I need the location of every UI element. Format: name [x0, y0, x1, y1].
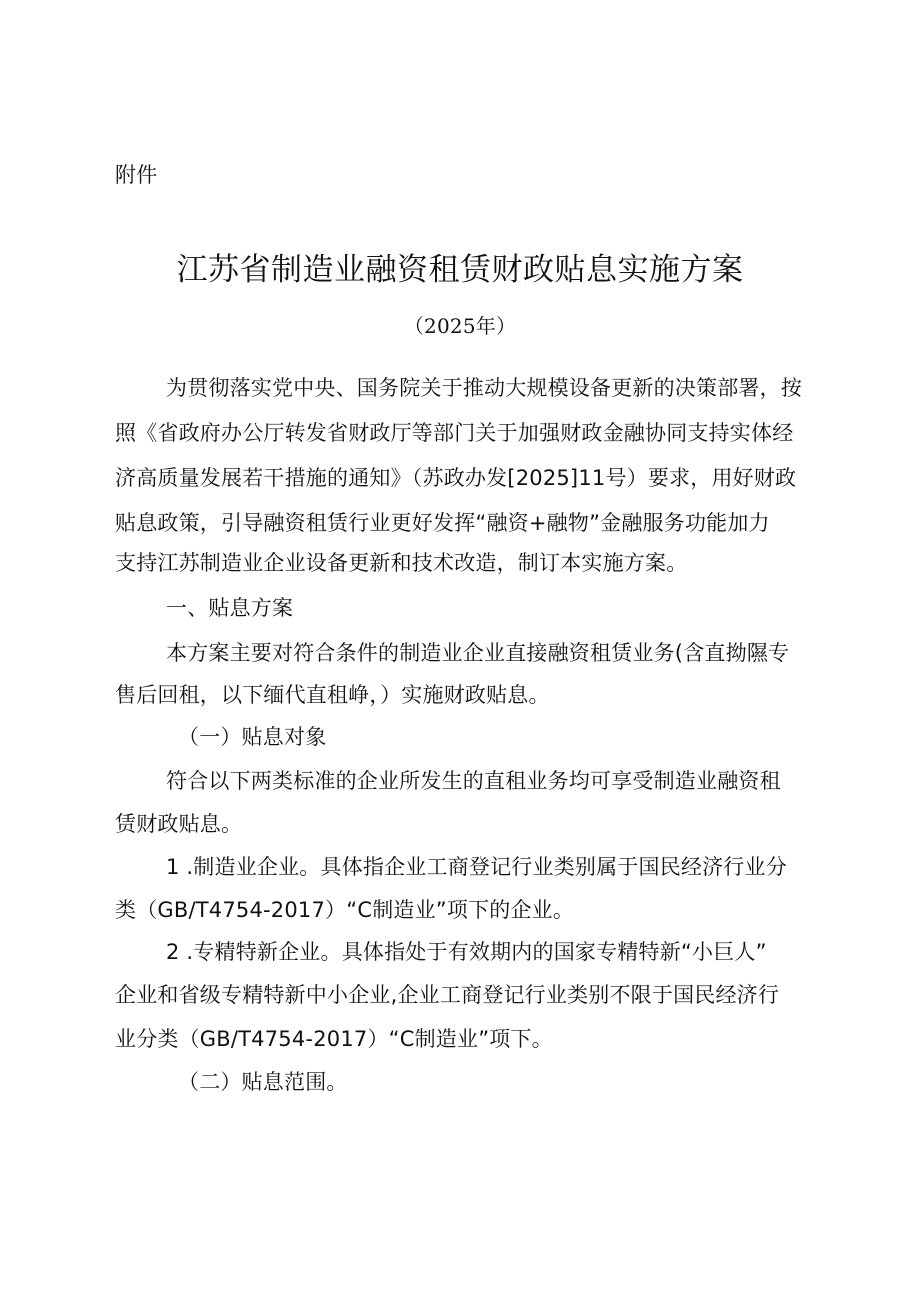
list-item-line: 企业和省级专精特新中小企业,企业工商登记行业类别不限于国民经济行: [115, 983, 780, 1007]
subsection-heading: （二）贴息范围。: [178, 1070, 348, 1094]
paragraph-line: 为贯彻落实党中央、国务院关于推动大规模设备更新的决策部署，按: [166, 376, 802, 400]
paragraph-line: 济高质量发展若干措施的通知》（苏政办发[2025]11号）要求，用好财政: [115, 466, 797, 490]
section-heading: 一、贴息方案: [166, 596, 294, 620]
paragraph-line: 支持江苏制造业企业设备更新和技术改造，制订本实施方案。: [115, 551, 688, 575]
list-item-line: 2 .专精特新企业。具体指处于有效期内的国家专精特新“小巨人”: [166, 940, 767, 964]
paragraph-line: 本方案主要对符合条件的制造业企业直接融资租赁业务(含直拗隰专: [166, 641, 790, 665]
list-item-line: 1 .制造业企业。具体指企业工商登记行业类别属于国民经济行业分: [166, 855, 787, 879]
subsection-heading: （一）贴息对象: [178, 725, 327, 749]
paragraph-line: 赁财政贴息。: [115, 812, 243, 836]
paragraph-line: 照《省政府办公厅转发省财政厅等部门关于加强财政金融协同支持实体经: [115, 421, 794, 445]
list-item-line: 业分类（GB/T4754-2017）“C制造业”项下。: [115, 1027, 553, 1051]
document-title: 江苏省制造业融资租赁财政贴息实施方案: [176, 252, 744, 288]
list-item-line: 类（GB/T4754-2017）“C制造业”项下的企业。: [115, 898, 575, 922]
paragraph-line: 贴息政策，引导融资租赁行业更好发挥“融资+融物”金融服务功能加力: [115, 511, 770, 535]
document-subtitle: （2025年）: [403, 314, 517, 338]
paragraph-line: 符合以下两类标准的企业所发生的直租业务均可享受制造业融资租: [166, 769, 781, 793]
attachment-label: 附件: [115, 163, 158, 187]
paragraph-line: 售后回租，以下缅代直租峥，）实施财政贴息。: [115, 683, 550, 707]
